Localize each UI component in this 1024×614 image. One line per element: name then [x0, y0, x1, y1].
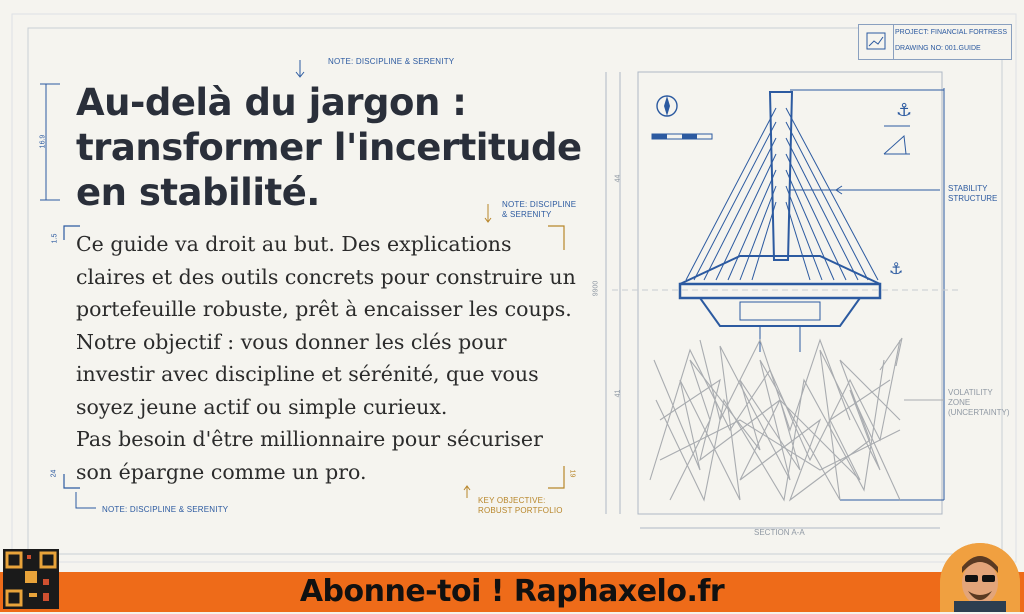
- dim-para-right: 19: [568, 469, 576, 478]
- body-line: son épargne comme un pro.: [76, 459, 367, 484]
- project-label: PROJECT: FINANCIAL FORTRESS: [895, 29, 1008, 36]
- page-title: [76, 80, 596, 215]
- drawing-number: DRAWING NO: 001.GUIDE: [895, 45, 981, 52]
- note-bottom: NOTE: DISCIPLINE & SERENITY: [102, 505, 229, 514]
- note-middle-line2: & SERENITY: [502, 210, 552, 219]
- qr-code[interactable]: [3, 549, 59, 609]
- dim-drawing-height: 9900: [592, 280, 600, 297]
- stability-label: [948, 184, 997, 204]
- svg-text:⚓: ⚓: [889, 259, 904, 278]
- body-line: investir avec discipline et sérénité, que vous: [76, 362, 539, 386]
- note-top: NOTE: DISCIPLINE & SERENITY: [328, 57, 455, 66]
- subscribe-cta[interactable]: Abonne-toi ! Raphaxelo.fr: [299, 574, 725, 609]
- volatility-line1: VOLATILITY: [948, 388, 993, 397]
- note-middle-line1: NOTE: DISCIPLINE: [502, 200, 577, 209]
- body-line: Ce guide va droit au but. Des explications: [76, 232, 512, 256]
- dim-drawing-bottom: 41: [614, 389, 622, 398]
- body-line: Pas besoin d'être millionnaire pour sécuriser: [76, 427, 543, 451]
- title-line-1: Au-delà du jargon :: [76, 81, 467, 124]
- volatility-line2: ZONE: [948, 398, 971, 407]
- volatility-label: [948, 388, 1009, 418]
- title-block: [858, 24, 1012, 60]
- note-objective-line2: ROBUST PORTFOLIO: [478, 506, 563, 515]
- note-objective-line1: KEY OBJECTIVE:: [478, 496, 546, 505]
- intro-paragraph: [76, 228, 576, 488]
- volatility-line3: (UNCERTAINTY): [948, 408, 1010, 417]
- dim-title-height: 16.9: [39, 134, 47, 149]
- stability-line2: STRUCTURE: [948, 194, 998, 203]
- note-objective: [478, 496, 563, 516]
- body-line: Notre objectif : vous donner les clés pour: [76, 329, 507, 354]
- stability-line1: STABILITY: [948, 184, 988, 193]
- body-line: claires et des outils concrets pour construire un: [76, 264, 576, 289]
- body-line: portefeuille robuste, prêt à encaisser les coups.: [76, 297, 572, 321]
- dim-para-bottom: 24: [50, 469, 58, 478]
- title-line-3: en stabilité.: [76, 171, 320, 214]
- svg-text:⚓: ⚓: [896, 100, 913, 121]
- body-line: soyez jeune actif ou simple curieux.: [76, 394, 448, 419]
- chart-icon: [859, 25, 894, 59]
- dim-para-top: 1.5: [51, 233, 59, 244]
- dim-drawing-top: 44: [614, 174, 622, 183]
- section-label: SECTION A-A: [754, 528, 805, 537]
- title-line-2: transformer l'incertitude: [76, 126, 582, 169]
